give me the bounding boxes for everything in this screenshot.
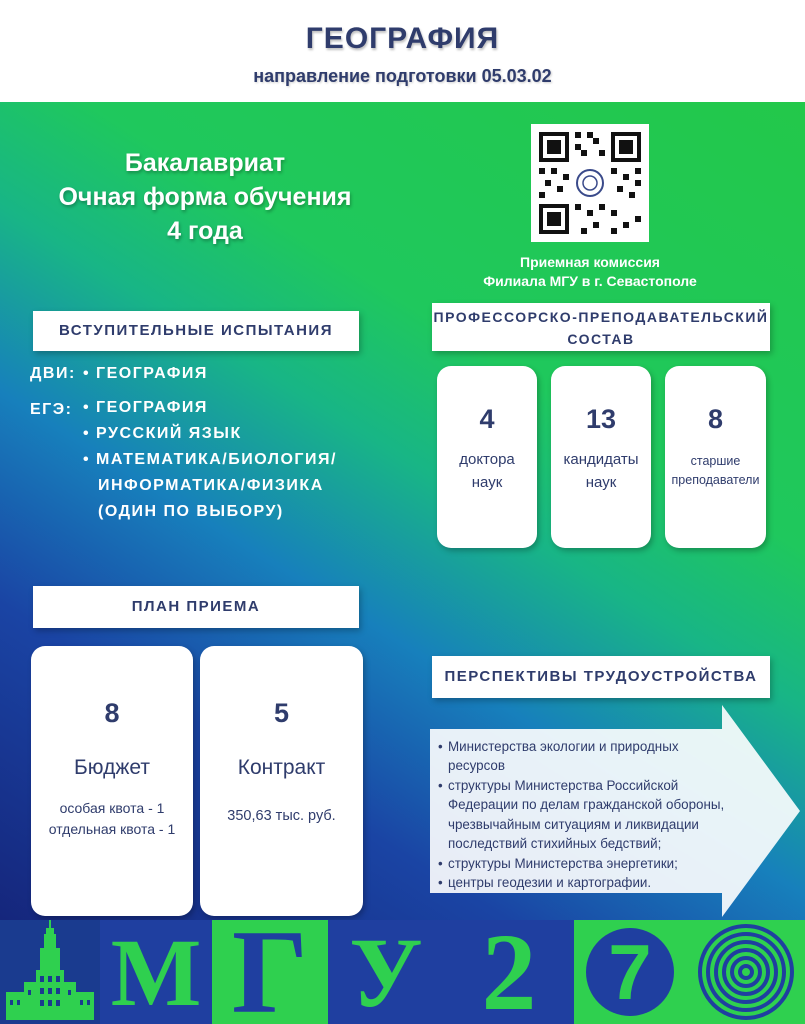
study-duration: 4 года [167, 217, 243, 245]
program-summary [40, 146, 370, 248]
stat-value: 13 [585, 404, 617, 434]
degree-level: Бакалавриат [124, 149, 286, 177]
qr-code-icon [531, 124, 649, 242]
brand-letter-tile [100, 920, 212, 1024]
brand-letter-tile [328, 920, 444, 1024]
careers-heading: ПЕРСПЕКТИВЫ ТРУДОУСТРОЙСТВА [432, 656, 770, 698]
ege-item: • РУССКИЙ ЯЗЫК [83, 425, 242, 442]
university-building-icon [0, 920, 100, 1024]
header [0, 0, 805, 102]
career-item: • структуры Министерства Российской Федерации по делам гражданской обороны, чрезвычайным ситуациям и ликвидации последствий стихийных бедствий; [438, 776, 738, 854]
page-title: ГЕОГРАФИЯ [305, 22, 500, 55]
career-item: • центры геодезии и картографии. [438, 873, 738, 892]
brand-strip [0, 920, 805, 1024]
dvi-item: • ГЕОГРАФИЯ [83, 365, 208, 382]
faculty-heading: ПРОФЕССОРСКО-ПРЕПОДАВАТЕЛЬСКИЙ СОСТАВ [432, 303, 770, 351]
contract-price: 350,63 тыс. руб. [227, 808, 336, 824]
brand-digit-tile [444, 920, 574, 1024]
page-subtitle: направление подготовки 05.03.02 [253, 66, 552, 86]
budget-label: Бюджет [74, 756, 150, 779]
university-building-tile [0, 920, 100, 1024]
study-form: Очная форма обучения [58, 183, 352, 211]
brand-letter: У [349, 920, 423, 1024]
career-item: • Министерства экологии и природных ресурсов [438, 737, 738, 776]
budget-card [31, 646, 193, 916]
ege-item: • ГЕОГРАФИЯ [83, 399, 208, 416]
budget-quota-notes: особая квота - 1 отдельная квота - 1 [48, 800, 176, 837]
faculty-card-doctors [437, 366, 537, 548]
stat-value: 8 [707, 404, 724, 434]
brand-letter: Г [231, 920, 309, 1024]
contract-card [200, 646, 363, 916]
brand-digit: 2 [481, 920, 537, 1024]
concentric-circles-tile [686, 920, 805, 1024]
ege-label: ЕГЭ: [30, 401, 73, 418]
admission-plan-heading: ПЛАН ПРИЕМА [33, 586, 359, 628]
brand-digit: 7 [608, 927, 652, 1016]
faculty-card-senior-lecturers [665, 366, 766, 548]
qr-caption: Приемная комиссия Филиала МГУ в г. Севастополе [483, 254, 697, 289]
stat-label: старшие преподаватели [671, 454, 760, 487]
brand-digit-tile [574, 920, 686, 1024]
ege-item: (ОДИН ПО ВЫБОРУ) [98, 503, 284, 520]
brand-letter-tile [212, 920, 328, 1024]
qr-code[interactable] [531, 124, 649, 242]
careers-list [438, 737, 738, 893]
ege-item: • МАТЕМАТИКА/БИОЛОГИЯ/ [83, 451, 337, 468]
dvi-label: ДВИ: [30, 365, 76, 382]
faculty-card-candidates [551, 366, 651, 548]
stat-label: кандидаты наук [563, 451, 639, 492]
brand-letter: М [110, 920, 202, 1024]
budget-value: 8 [104, 698, 120, 728]
entrance-exams-heading: ВСТУПИТЕЛЬНЫЕ ИСПЫТАНИЯ [33, 311, 359, 351]
contract-label: Контракт [237, 756, 326, 779]
ege-item: ИНФОРМАТИКА/ФИЗИКА [98, 477, 324, 494]
concentric-circles-icon [686, 920, 805, 1024]
contract-value: 5 [273, 698, 290, 728]
stat-value: 4 [479, 404, 495, 434]
career-item: • структуры Министерства энергетики; [438, 854, 738, 873]
stat-label: доктора наук [459, 451, 515, 492]
